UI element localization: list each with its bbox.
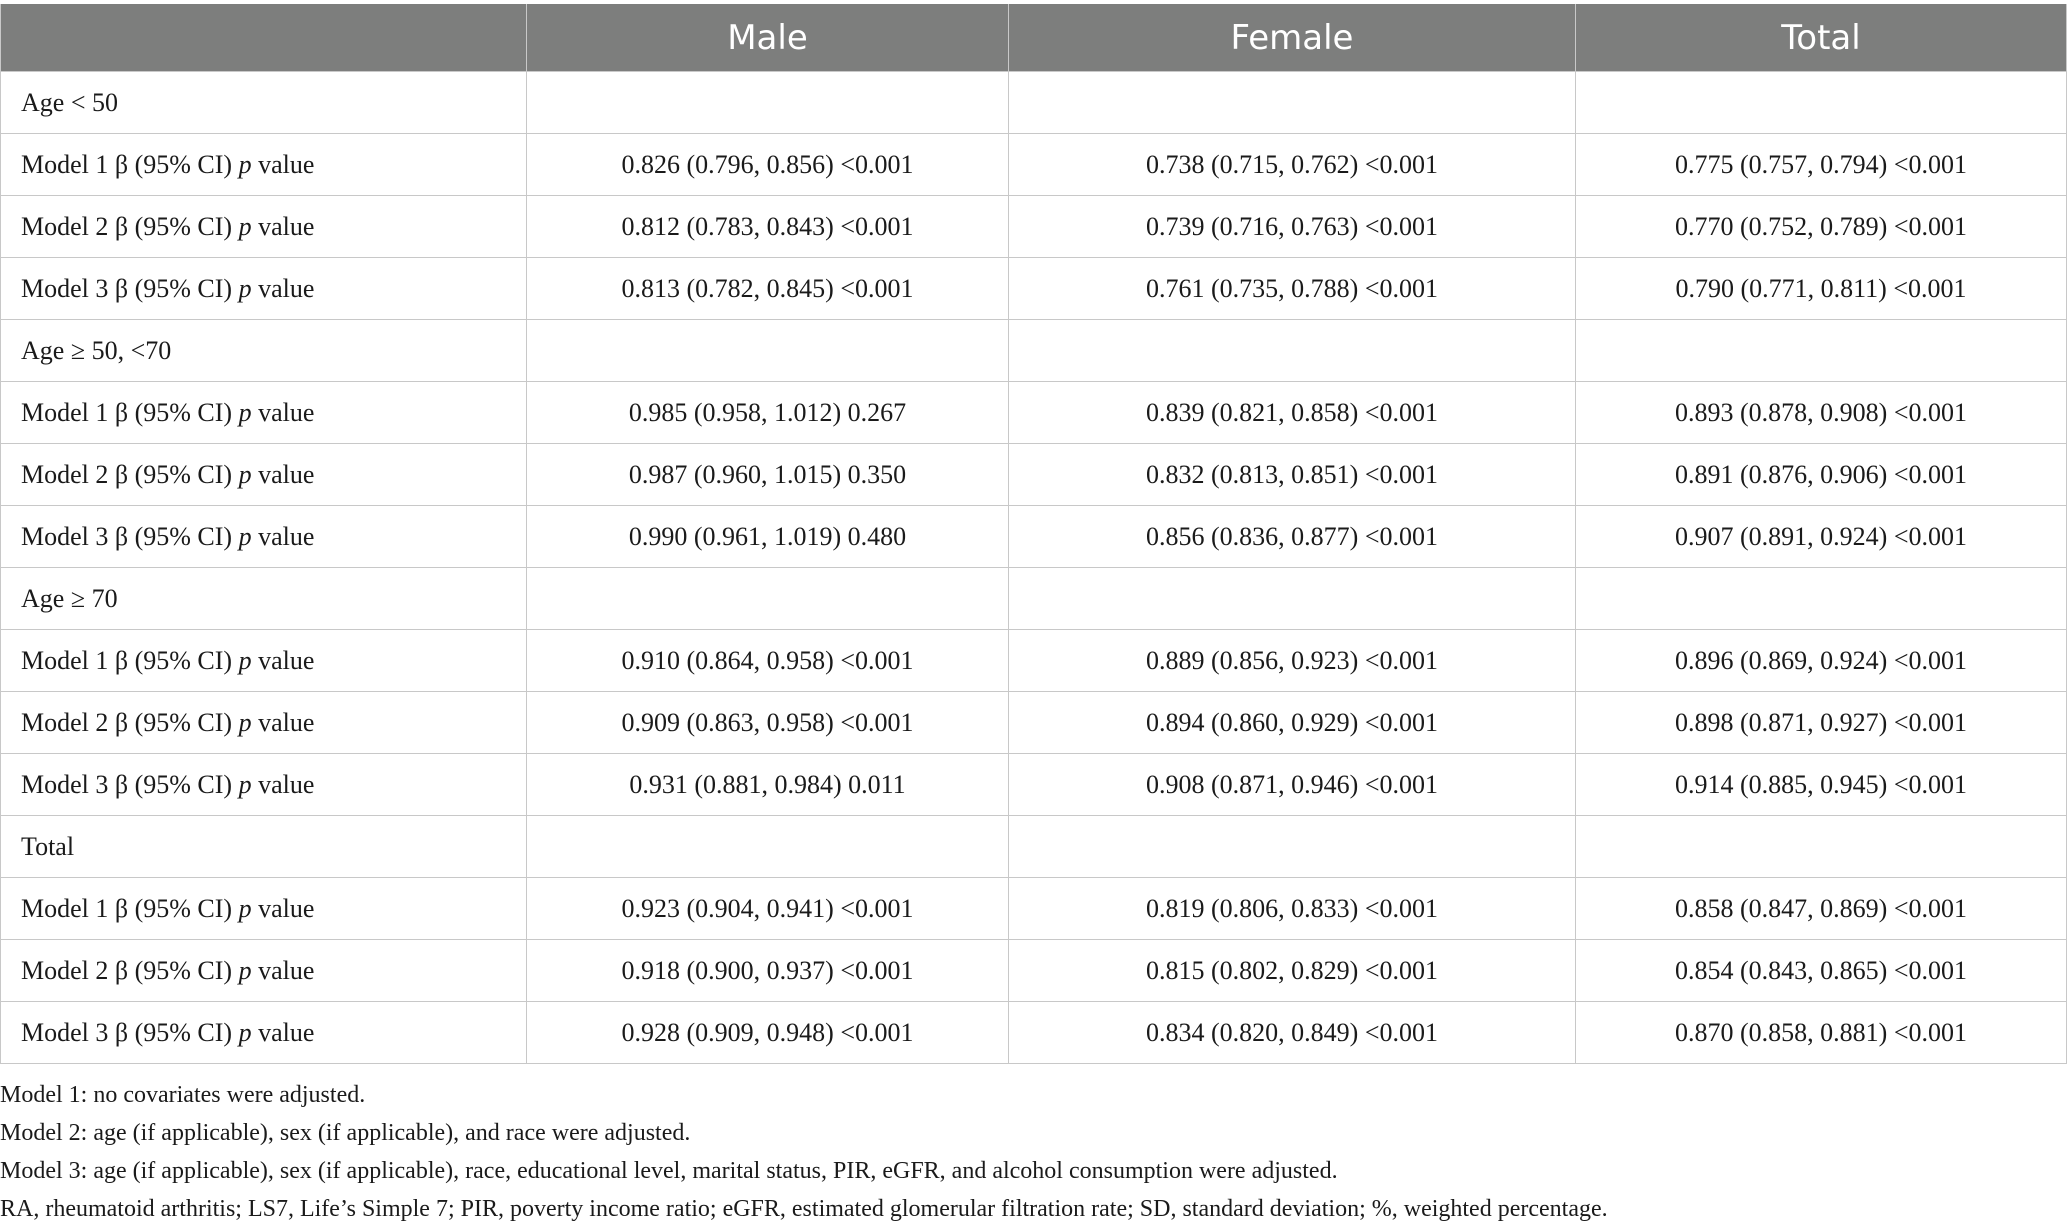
row-label: Model 2 β (95% CI) p value: [1, 444, 527, 506]
results-table: [0, 4, 2067, 1064]
table-row: [1, 878, 2067, 940]
cell-total: 0.914 (0.885, 0.945) <0.001: [1576, 754, 2067, 816]
header-cell-female: Female: [1009, 4, 1576, 72]
cell-total: 0.898 (0.871, 0.927) <0.001: [1576, 692, 2067, 754]
row-label: Model 3 β (95% CI) p value: [1, 506, 527, 568]
group-row: [1, 568, 2067, 630]
cell-total: 0.893 (0.878, 0.908) <0.001: [1576, 382, 2067, 444]
cell-total: 0.790 (0.771, 0.811) <0.001: [1576, 258, 2067, 320]
cell-female: 0.819 (0.806, 0.833) <0.001: [1009, 878, 1576, 940]
table-footnotes: [0, 1076, 2060, 1228]
cell-total: 0.870 (0.858, 0.881) <0.001: [1576, 1002, 2067, 1064]
table-row: [1, 444, 2067, 506]
cell-male: 0.990 (0.961, 1.019) 0.480: [527, 506, 1009, 568]
row-label: Model 1 β (95% CI) p value: [1, 382, 527, 444]
cell-female: 0.908 (0.871, 0.946) <0.001: [1009, 754, 1576, 816]
row-label: Model 3 β (95% CI) p value: [1, 258, 527, 320]
row-label: Model 1 β (95% CI) p value: [1, 630, 527, 692]
header-cell-male: Male: [527, 4, 1009, 72]
cell-male: 0.826 (0.796, 0.856) <0.001: [527, 134, 1009, 196]
group-label: Age ≥ 50, <70: [1, 320, 527, 382]
cell-male: 0.813 (0.782, 0.845) <0.001: [527, 258, 1009, 320]
group-row: [1, 72, 2067, 134]
cell-male: 0.910 (0.864, 0.958) <0.001: [527, 630, 1009, 692]
footnote-model-2: Model 2: age (if applicable), sex (if applicable), and race were adjusted.: [0, 1120, 691, 1146]
cell-male: 0.931 (0.881, 0.984) 0.011: [527, 754, 1009, 816]
table-row: [1, 1002, 2067, 1064]
row-label: Model 3 β (95% CI) p value: [1, 1002, 527, 1064]
row-label: Model 2 β (95% CI) p value: [1, 692, 527, 754]
footnote-model-3: Model 3: age (if applicable), sex (if applicable), race, educational level, marital status, PIR, eGFR, and alcohol consumption were adjusted.: [0, 1158, 1338, 1184]
cell-male: 0.987 (0.960, 1.015) 0.350: [527, 444, 1009, 506]
group-row: [1, 816, 2067, 878]
table-header: [1, 4, 2067, 72]
cell-female: 0.761 (0.735, 0.788) <0.001: [1009, 258, 1576, 320]
cell-total: 0.896 (0.869, 0.924) <0.001: [1576, 630, 2067, 692]
results-table-container: [0, 4, 2066, 1064]
table-row: [1, 692, 2067, 754]
row-label: Model 2 β (95% CI) p value: [1, 196, 527, 258]
cell-total: 0.858 (0.847, 0.869) <0.001: [1576, 878, 2067, 940]
table-row: [1, 630, 2067, 692]
table-row: [1, 196, 2067, 258]
cell-total: 0.775 (0.757, 0.794) <0.001: [1576, 134, 2067, 196]
header-cell-label: [1, 4, 527, 72]
cell-female: 0.739 (0.716, 0.763) <0.001: [1009, 196, 1576, 258]
cell-total: 0.854 (0.843, 0.865) <0.001: [1576, 940, 2067, 1002]
footnote-abbreviations: RA, rheumatoid arthritis; LS7, Life’s Simple 7; PIR, poverty income ratio; eGFR, estimated glomerular filtration rate; SD, standard deviation; %, weighted percentage.: [0, 1196, 1608, 1222]
table-row: [1, 940, 2067, 1002]
table-row: [1, 506, 2067, 568]
cell-total: 0.907 (0.891, 0.924) <0.001: [1576, 506, 2067, 568]
cell-male: 0.923 (0.904, 0.941) <0.001: [527, 878, 1009, 940]
group-label: Age < 50: [1, 72, 527, 134]
cell-female: 0.894 (0.860, 0.929) <0.001: [1009, 692, 1576, 754]
cell-female: 0.834 (0.820, 0.849) <0.001: [1009, 1002, 1576, 1064]
group-label: Total: [1, 816, 527, 878]
cell-male: 0.928 (0.909, 0.948) <0.001: [527, 1002, 1009, 1064]
cell-total: 0.891 (0.876, 0.906) <0.001: [1576, 444, 2067, 506]
cell-female: 0.889 (0.856, 0.923) <0.001: [1009, 630, 1576, 692]
header-cell-total: Total: [1576, 4, 2067, 72]
table-body: [1, 72, 2067, 1064]
cell-male: 0.812 (0.783, 0.843) <0.001: [527, 196, 1009, 258]
table-row: [1, 134, 2067, 196]
row-label: Model 1 β (95% CI) p value: [1, 878, 527, 940]
group-row: [1, 320, 2067, 382]
cell-female: 0.856 (0.836, 0.877) <0.001: [1009, 506, 1576, 568]
cell-female: 0.738 (0.715, 0.762) <0.001: [1009, 134, 1576, 196]
cell-female: 0.832 (0.813, 0.851) <0.001: [1009, 444, 1576, 506]
table-row: [1, 382, 2067, 444]
cell-female: 0.815 (0.802, 0.829) <0.001: [1009, 940, 1576, 1002]
cell-total: 0.770 (0.752, 0.789) <0.001: [1576, 196, 2067, 258]
cell-male: 0.918 (0.900, 0.937) <0.001: [527, 940, 1009, 1002]
row-label: Model 1 β (95% CI) p value: [1, 134, 527, 196]
cell-male: 0.909 (0.863, 0.958) <0.001: [527, 692, 1009, 754]
header-row: [1, 4, 2067, 72]
table-row: [1, 258, 2067, 320]
footnote-model-1: Model 1: no covariates were adjusted.: [0, 1082, 366, 1108]
table-row: [1, 754, 2067, 816]
cell-female: 0.839 (0.821, 0.858) <0.001: [1009, 382, 1576, 444]
row-label: Model 2 β (95% CI) p value: [1, 940, 527, 1002]
cell-male: 0.985 (0.958, 1.012) 0.267: [527, 382, 1009, 444]
group-label: Age ≥ 70: [1, 568, 527, 630]
row-label: Model 3 β (95% CI) p value: [1, 754, 527, 816]
